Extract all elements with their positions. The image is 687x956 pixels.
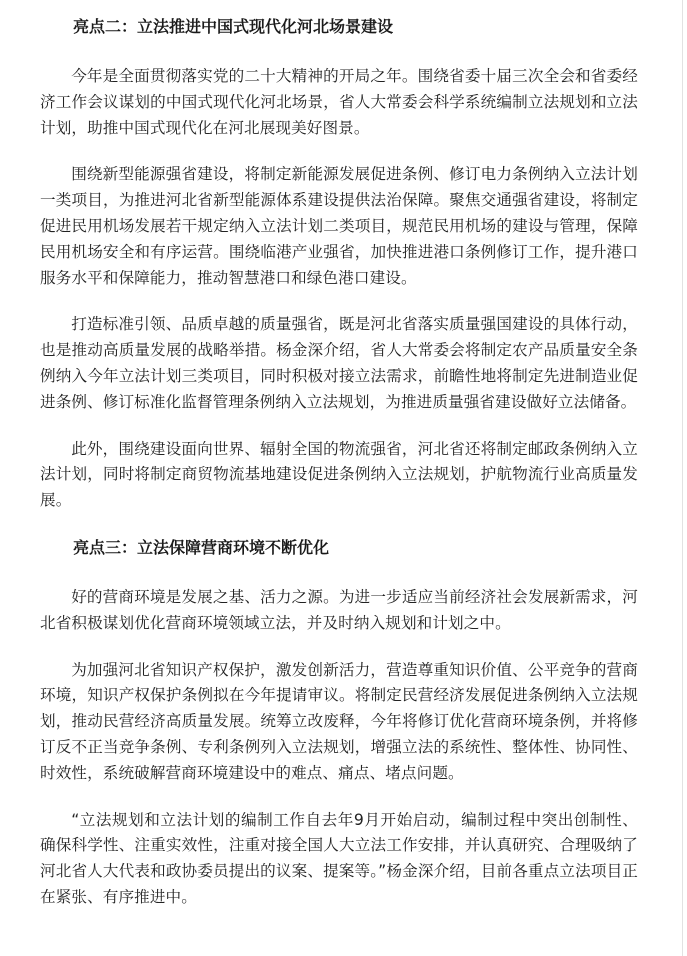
article-body xyxy=(40,14,638,911)
section-heading-highlight-three: 亮点三：立法保障营商环境不断优化 xyxy=(73,537,330,557)
paragraph: 围绕新型能源强省建设，将制定新能源发展促进条例、修订电力条例纳入立法计划一类项目，为推进河北省新型能源体系建设提供法治保障。聚焦交通强省建设，将制定促进民用机场发展若干规定纳入立法计划二类项目，规范民用机场的建设与管理，保障民用机场安全和有序运营。围绕临港产业强省，加快推进港口条例修订工作，提升港口服务水平和保障能力，推动智慧港口和绿色港口建设。 xyxy=(40,165,638,287)
paragraph: 此外，围绕建设面向世界、辐射全国的物流强省，河北省还将制定邮政条例纳入立法计划，同时将制定商贸物流基地建设促进条例纳入立法规划，护航物流行业高质量发展。 xyxy=(40,439,638,510)
paragraph: “立法规划和立法计划的编制工作自去年9月开始启动，编制过程中突出创制性、确保科学性、注重实效性，注重对接全国人大立法工作安排，并认真研究、合理吸纳了河北省人大代表和政协委员提出的议案、提案等。”杨金深介绍，目前各重点立法项目正在紧张、有序推进中。 xyxy=(40,810,638,906)
paragraph: 今年是全面贯彻落实党的二十大精神的开局之年。围绕省委十届三次全会和省委经济工作会议谋划的中国式现代化河北场景，省人大常委会科学系统编制立法规划和立法计划，助推中国式现代化在河北展现美好图景。 xyxy=(40,67,638,137)
paragraph: 打造标准引领、品质卓越的质量强省，既是河北省落实质量强国建设的具体行动，也是推动高质量发展的战略举措。杨金深介绍，省人大常委会将制定农产品质量安全条例纳入今年立法计划三类项目，同时积极对接立法需求，前瞻性地将制定先进制造业促进条例、修订标准化监督管理条例纳入立法规划，为推进质量强省建设做好立法储备。 xyxy=(40,315,638,411)
paragraph: 好的营商环境是发展之基、活力之源。为进一步适应当前经济社会发展新需求，河北省积极谋划优化营商环境领域立法，并及时纳入规划和计划之中。 xyxy=(40,587,638,632)
section-heading-highlight-two: 亮点二：立法推进中国式现代化河北场景建设 xyxy=(73,17,394,36)
paragraph: 为加强河北省知识产权保护，激发创新活力，营造尊重知识价值、公平竞争的营商环境，知识产权保护条例拟在今年提请审议。将制定民营经济发展促进条例纳入立法规划，推动民营经济高质量发展。统筹立改废释，今年将修订优化营商环境条例，并将修订反不正当竞争条例、专利条例列入立法规划，增强立法的系统性、整体性、协同性、时效性，系统破解营商环境建设中的难点、痛点、堵点问题。 xyxy=(40,660,638,782)
